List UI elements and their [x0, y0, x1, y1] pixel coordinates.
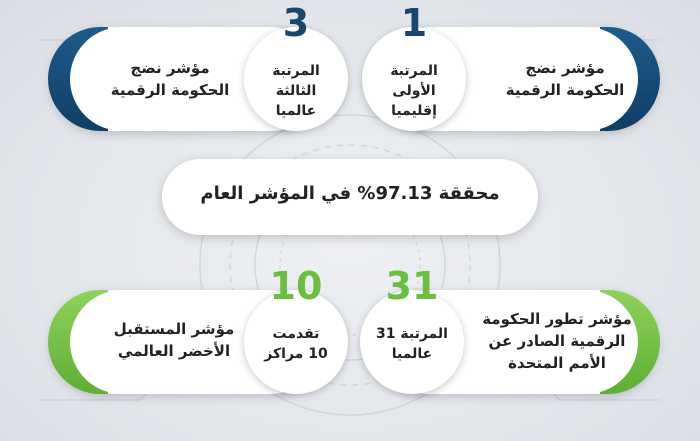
- rank-text: تقدمت 10 مراكز: [264, 326, 328, 362]
- summary-text: محققة 97.13% في المؤشر العام: [200, 183, 500, 204]
- bottom-left-rank-circle: [244, 264, 348, 394]
- card-title: مؤشر نضج الحكومة الرقمية: [110, 59, 230, 99]
- top-left-rank-circle: [244, 1, 348, 131]
- rank-text: المرتبة الثالثة عالميا: [272, 63, 320, 119]
- top-right-rank-circle: [362, 1, 466, 131]
- rank-text: المرتبة 31 عالميا: [376, 326, 448, 362]
- card-title: مؤشر المستقبل الأخضر العالمي: [113, 320, 235, 360]
- rank-number: 3: [282, 1, 310, 45]
- card-title: مؤشر نضج الحكومة الرقمية: [505, 59, 625, 99]
- rank-text: المرتبة الأولى إقليميا: [390, 63, 438, 119]
- bottom-right-rank-circle: [360, 264, 464, 394]
- rank-number: 31: [385, 264, 439, 308]
- rank-number: 10: [269, 264, 323, 308]
- center-summary-card: [162, 159, 538, 235]
- card-title: مؤشر تطور الحكومة الرقمية الصادر عن الأمم المتحدة: [482, 310, 632, 372]
- rank-number: 1: [400, 1, 428, 45]
